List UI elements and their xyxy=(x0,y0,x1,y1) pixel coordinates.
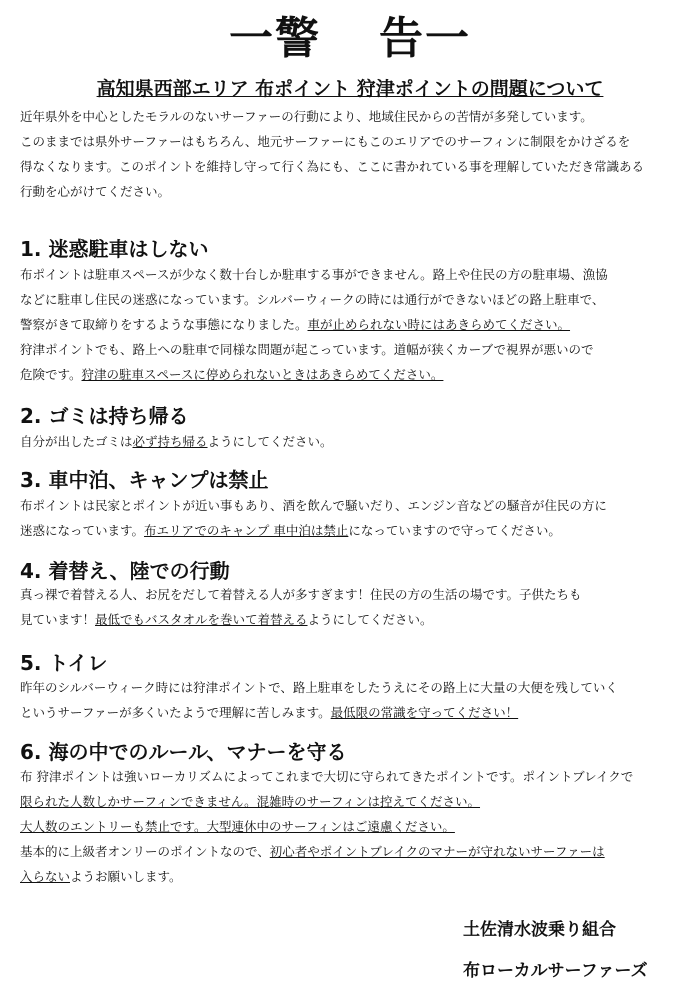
body-line: 布ポイントは駐車スペースが少なく数十台しか駐車する事ができません。路上や住民の方の駐車場、漁協 xyxy=(20,267,608,282)
page-title-left: 一警 xyxy=(229,13,321,64)
section-6-body xyxy=(20,764,690,889)
signature-organization: 土佐清水波乗り組合 xyxy=(463,920,616,940)
body-line: 警察がきて取締りをするような事態になりました。車が止められない時にはあきらめてください。 xyxy=(20,317,571,332)
body-line: 布ポイントは民家とポイントが近い事もあり、酒を飲んで騒いだり、エンジン音などの騒音が住民の方に xyxy=(20,498,607,513)
body-line xyxy=(20,814,690,839)
page-title xyxy=(0,2,700,66)
section-3-heading: 3. 車中泊、キャンプは禁止 xyxy=(20,468,269,492)
body-line: 昨年のシルバーウィーク時には狩津ポイントで、路上駐車をしたうえにその路上に大量の大便を残していく xyxy=(20,680,618,695)
section-1-heading: 1. 迷惑駐車はしない xyxy=(20,237,209,261)
body-line: 入らないようお願いします。 xyxy=(20,869,182,884)
body-line: 見ています！最低でもバスタオルを巻いて着替えるようにしてください。 xyxy=(20,612,433,627)
signature-group: 布ローカルサーファーズ xyxy=(463,961,648,981)
section-4-heading: 4. 着替え、陸での行動 xyxy=(20,559,230,583)
underlined-text: 車が止められない時にはあきらめてください。 xyxy=(307,317,571,332)
underlined-text: 大人数のエントリーも禁止です。大型連休中のサーフィンはご遠慮ください。 xyxy=(20,819,455,834)
intro-line: このままでは県外サーファーはもちろん、地元サーファーにもこのエリアでのサーフィンに制限をかけざるを xyxy=(20,134,631,149)
body-line xyxy=(20,789,690,814)
page-subtitle: 高知県西部エリア 布ポイント 狩津ポイントの問題について xyxy=(96,78,604,100)
body-line: 自分が出したゴミは必ず持ち帰るようにしてください。 xyxy=(20,434,333,449)
underlined-text: 狩津の駐車スペースに停められないときはあきらめてください。 xyxy=(81,367,444,382)
body-line: 布 狩津ポイントは強いローカリズムによってこれまで大切に守られてきたポイントです。ポイントブレイクで xyxy=(20,769,634,784)
body-line: 危険です。狩津の駐車スペースに停められないときはあきらめてください。 xyxy=(20,367,444,382)
body-line: 迷惑になっています。布エリアでのキャンプ 車中泊は禁止になっていますので守ってください。 xyxy=(20,523,561,538)
underlined-text: 最低でもバスタオルを巻いて着替える xyxy=(95,612,308,627)
intro-paragraph xyxy=(20,104,690,204)
section-2-heading: 2. ゴミは持ち帰る xyxy=(20,404,189,428)
body-line: 真っ裸で着替える人、お尻をだして着替える人が多すぎます！住民の方の生活の場です。子供たちも xyxy=(20,587,582,602)
section-4-body xyxy=(20,582,690,632)
section-5-heading: 5. トイレ xyxy=(20,651,108,675)
underlined-text: 入らない xyxy=(20,869,71,884)
body-line: などに駐車し住民の迷惑になっています。シルバーウィークの時には通行ができないほどの路上駐車で、 xyxy=(20,292,605,307)
underlined-text: 布エリアでのキャンプ 車中泊は禁止 xyxy=(144,523,349,538)
body-line: 基本的に上級者オンリーのポイントなので、初心者やポイントブレイクのマナーが守れないサーファーは xyxy=(20,844,605,859)
underlined-text: 必ず持ち帰る xyxy=(132,434,208,449)
intro-line: 得なくなります。このポイントを維持し守って行く為にも、ここに書かれている事を理解していただき常識ある xyxy=(20,159,645,174)
page-title-right: 告一 xyxy=(379,13,471,64)
underlined-text: 最低限の常識を守ってください！ xyxy=(330,705,519,720)
body-line: というサーファーが多くいたようで理解に苦しみます。最低限の常識を守ってください！ xyxy=(20,705,519,720)
section-1-body xyxy=(20,262,690,387)
section-5-body xyxy=(20,675,690,725)
intro-line: 近年県外を中心としたモラルのないサーファーの行動により、地域住民からの苦情が多発しています。 xyxy=(20,109,593,124)
section-2-body xyxy=(20,429,690,454)
section-6-heading: 6. 海の中でのルール、マナーを守る xyxy=(20,740,347,764)
underlined-text: 限られた人数しかサーフィンできません。混雑時のサーフィンは控えてください。 xyxy=(20,794,481,809)
section-3-body xyxy=(20,493,690,543)
underlined-text: 初心者やポイントブレイクのマナーが守れないサーファーは xyxy=(269,844,605,859)
intro-line: 行動を心がけてください。 xyxy=(20,184,171,199)
body-line: 狩津ポイントでも、路上への駐車で同様な問題が起こっています。道幅が狭くカーブで視界が悪いので xyxy=(20,342,594,357)
